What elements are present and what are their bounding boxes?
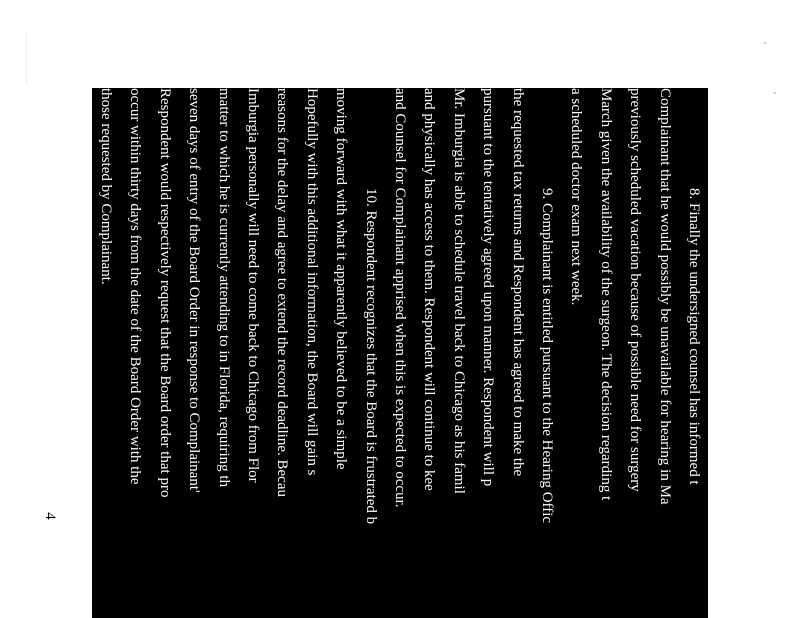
text-line: Hopefully with this additional information, the Board will gain s [303, 88, 320, 476]
text-line: those requested by Complainant. [98, 88, 114, 285]
text-line: a scheduled doctor exam next week. [568, 88, 585, 306]
page-number: 4 [42, 512, 58, 520]
scan-margin-mark [26, 34, 27, 84]
text-line: 9. Complainant is entitled pursuant to the Hearing Offic [539, 188, 555, 524]
text-line: matter to which he is currently attending to in Florida, requiring th [215, 88, 232, 488]
text-line: and Counsel for Complainant apprised when this is expected to occur. [392, 88, 408, 508]
text-line: and physically has access to them. Respondent will continue to kee [421, 88, 438, 491]
text-line: 8. Finally the undersigned counsel has informed t [686, 188, 702, 485]
text-line: Respondent would respectively request that the Board order that pro [156, 88, 173, 498]
rotated-text-block [92, 88, 708, 618]
text-line: Imburgia personally will need to come back to Chicago from Flor [245, 88, 261, 483]
text-line: moving forward with what it apparently believed to be a simple [333, 88, 350, 470]
text-line: occur within thirty days from the date of the Board Order with the [127, 88, 144, 485]
scan-speck [774, 92, 776, 94]
text-line: seven days of entry of the Board Order in response to Complainant' [186, 88, 203, 493]
text-line: pursuant to the tentatively agreed upon manner. Respondent will p [480, 88, 497, 487]
scan-speck [764, 42, 766, 44]
text-line: the requested tax returns and Respondent has agreed to make the [509, 88, 526, 477]
text-line: 10. Respondent recognizes that the Board is frustrated b [362, 188, 379, 525]
text-line: March given the availability of the surgeon. The decision regarding t [597, 88, 614, 501]
text-line: previously scheduled vacation because of possible need for surgery [627, 88, 644, 492]
text-line: Mr. Imburgia is able to schedule travel back to Chicago as his famil [450, 88, 467, 494]
inverted-text-panel [92, 88, 708, 618]
text-line: Complainant that he would possibly be unavailable for hearing in Ma [656, 88, 673, 505]
text-line: reasons for the delay and agree to extend the record deadline. Becau [274, 88, 291, 497]
